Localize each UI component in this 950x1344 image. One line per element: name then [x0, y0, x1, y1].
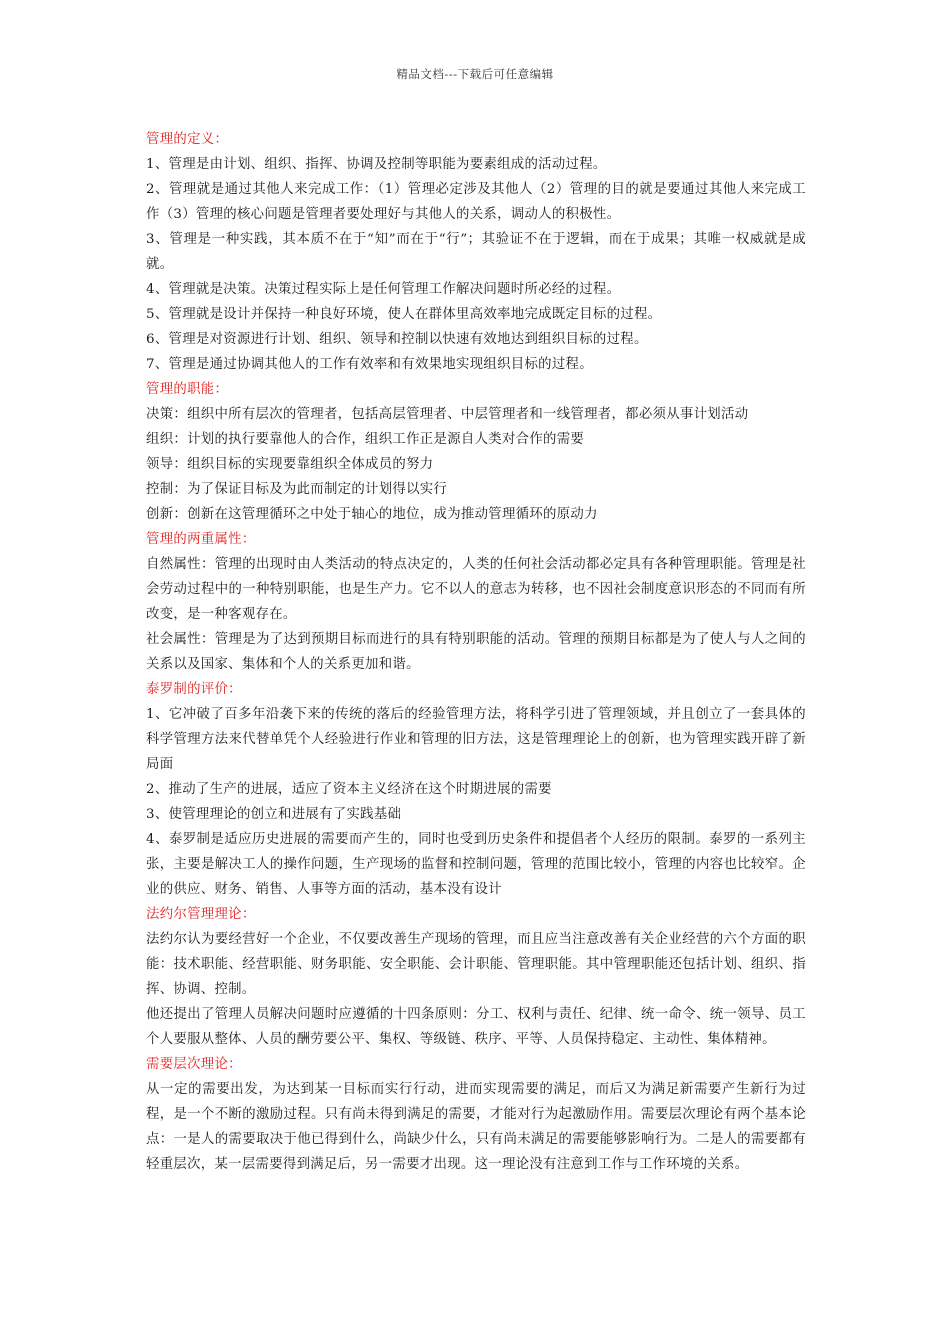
paragraph: 1、管理是由计划、组织、指挥、协调及控制等职能为要素组成的活动过程。 — [146, 157, 607, 172]
section-heading: 管理的两重属性： — [146, 532, 256, 547]
paragraph: 2、推动了生产的进展，适应了资本主义经济在这个时期进展的需要 — [146, 782, 552, 797]
section-heading: 泰罗制的评价： — [146, 682, 242, 697]
paragraph: 6、管理是对资源进行计划、组织、领导和控制以快速有效地达到组织目标的过程。 — [146, 332, 648, 347]
paragraph: 决策：组织中所有层次的管理者，包括高层管理者、中层管理者和一线管理者，都必须从事计划活动 — [146, 407, 749, 422]
paragraph: 7、管理是通过协调其他人的工作有效率和有效果地实现组织目标的过程。 — [146, 357, 593, 372]
paragraph: 3、使管理理论的创立和进展有了实践基础 — [146, 807, 402, 822]
paragraph: 法约尔认为要经营好一个企业，不仅要改善生产现场的管理，而且应当注意改善有关企业经营的六个方面的职能：技术职能、经营职能、财务职能、安全职能、会计职能、管理职能。其中管理职能还包括计划、组织、指挥、协调、控制。 — [146, 932, 806, 997]
paragraph: 控制：为了保证目标及为此而制定的计划得以实行 — [146, 482, 448, 497]
paragraph: 领导：组织目标的实现要靠组织全体成员的努力 — [146, 457, 434, 472]
paragraph: 组织：计划的执行要靠他人的合作，组织工作正是源自人类对合作的需要 — [146, 432, 585, 447]
section-heading: 管理的职能： — [146, 382, 229, 397]
section-heading: 法约尔管理理论： — [146, 907, 256, 922]
section-heading: 管理的定义： — [146, 132, 229, 147]
paragraph: 2、管理就是通过其他人来完成工作：（1）管理必定涉及其他人（2）管理的目的就是要通过其他人来完成工作（3）管理的核心问题是管理者要处理好与其他人的关系，调动人的积极性。 — [146, 182, 806, 222]
paragraph: 1、它冲破了百多年沿袭下来的传统的落后的经验管理方法，将科学引进了管理领域，并且创立了一套具体的科学管理方法来代替单凭个人经验进行作业和管理的旧方法，这是管理理论上的创新，也为管理实践开辟了新局面 — [146, 707, 806, 772]
paragraph: 4、泰罗制是适应历史进展的需要而产生的，同时也受到历史条件和提倡者个人经历的限制。泰罗的一系列主张，主要是解决工人的操作问题，生产现场的监督和控制问题，管理的范围比较小，管理的内容也比较窄。企业的供应、财务、销售、人事等方面的活动，基本没有设计 — [146, 832, 806, 897]
paragraph: 创新：创新在这管理循环之中处于轴心的地位，成为推动管理循环的原动力 — [146, 507, 598, 522]
document-body — [146, 127, 806, 1177]
page-header: 精品文档---下载后可任意编辑 — [396, 67, 554, 81]
paragraph: 自然属性：管理的出现时由人类活动的特点决定的，人类的任何社会活动都必定具有各种管理职能。管理是社会劳动过程中的一种特别职能，也是生产力。它不以人的意志为转移，也不因社会制度意识形态的不同而有所改变，是一种客观存在。 — [146, 557, 806, 622]
paragraph: 5、管理就是设计并保持一种良好环境，使人在群体里高效率地完成既定目标的过程。 — [146, 307, 662, 322]
paragraph: 他还提出了管理人员解决问题时应遵循的十四条原则：分工、权利与责任、纪律、统一命令、统一领导、员工个人要服从整体、人员的酬劳要公平、集权、等级链、秩序、平等、人员保持稳定、主动性、集体精神。 — [146, 1007, 806, 1047]
section-heading: 需要层次理论： — [146, 1057, 242, 1072]
paragraph: 3、管理是一种实践，其本质不在于“知”而在于“行”；其验证不在于逻辑，而在于成果；其唯一权威就是成就。 — [146, 232, 806, 272]
paragraph: 从一定的需要出发，为达到某一目标而实行行动，进而实现需要的满足，而后又为满足新需要产生新行为过程，是一个不断的激励过程。只有尚未得到满足的需要，才能对行为起激励作用。需要层次理论有两个基本论点：一是人的需要取决于他已得到什么，尚缺少什么，只有尚未满足的需要能够影响行为。二是人的需要都有轻重层次，某一层需要得到满足后，另一需要才出现。这一理论没有注意到工作与工作环境的关系。 — [146, 1082, 806, 1172]
paragraph: 4、管理就是决策。决策过程实际上是任何管理工作解决问题时所必经的过程。 — [146, 282, 621, 297]
paragraph: 社会属性：管理是为了达到预期目标而进行的具有特别职能的活动。管理的预期目标都是为了使人与人之间的关系以及国家、集体和个人的关系更加和谐。 — [146, 632, 806, 672]
